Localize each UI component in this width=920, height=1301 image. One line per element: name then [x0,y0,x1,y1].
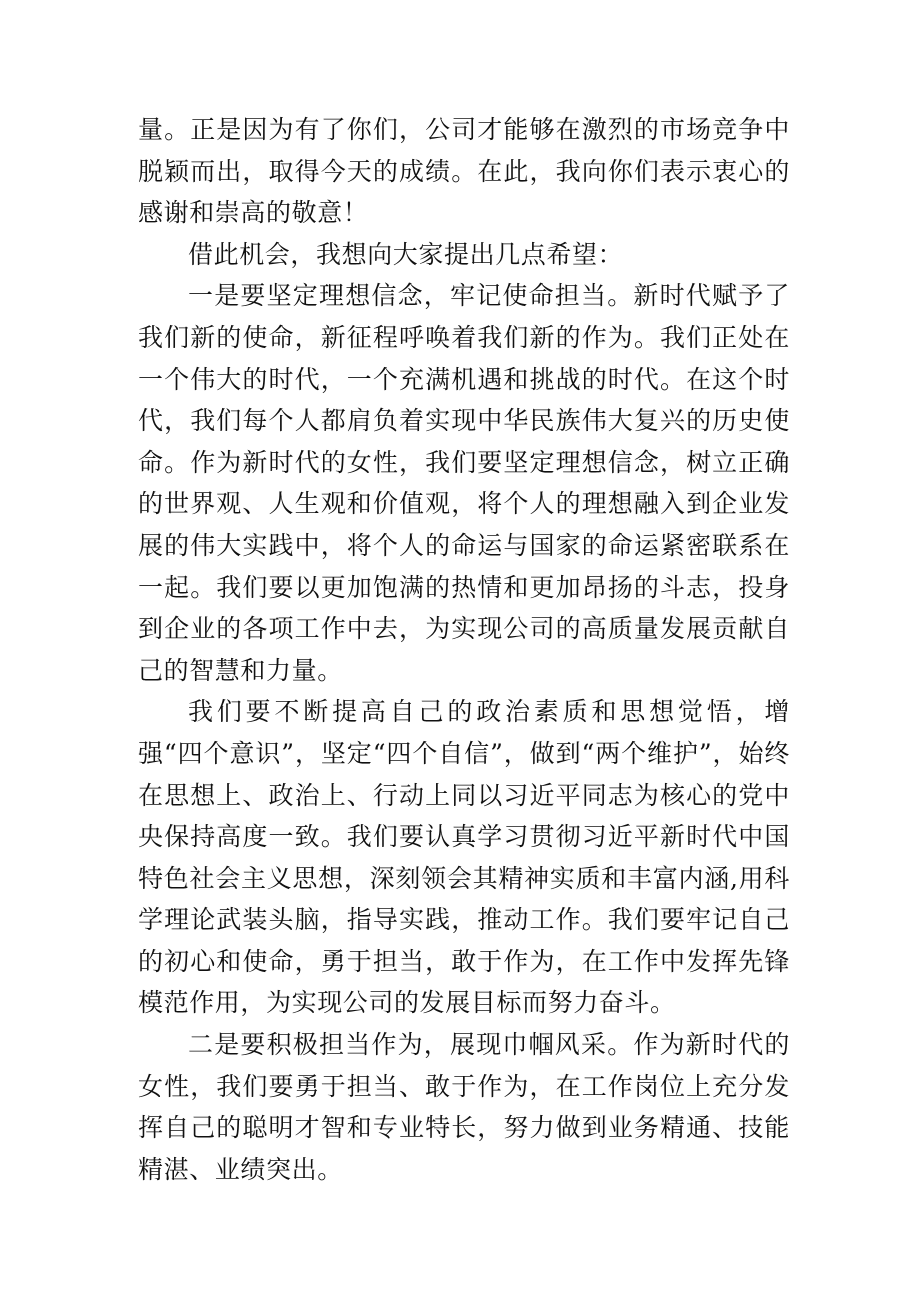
paragraph-4: 我们要不断提高自己的政治素质和思想觉悟，增强“四个意识”，坚定“四个自信”，做到“两个维护”，始终在思想上、政治上、行动上同以习近平同志为核心的党中央保持高度一致。我们要认真学习贯彻习近平新时代中国特色社会主义思想，深刻领会其精神实质和丰富内涵,用科学理论武装头脑，指导实践，推动工作。我们要牢记自己的初心和使命，勇于担当，敢于作为，在工作中发挥先锋模范作用，为实现公司的发展目标而努力奋斗。 [138,697,790,1018]
paragraph-2: 借此机会，我想向大家提出几点希望： [188,239,624,269]
paragraph-1: 量。正是因为有了你们，公司才能够在激烈的市场竞争中脱颖而出，取得今天的成绩。在此，我向你们表示衷心的感谢和崇高的敬意！ [138,115,790,228]
paragraph-3: 一是要坚定理想信念，牢记使命担当。新时代赋予了我们新的使命，新征程呼唤着我们新的作为。我们正处在一个伟大的时代，一个充满机遇和挑战的时代。在这个时代，我们每个人都肩负着实现中华民族伟大复兴的历史使命。作为新时代的女性，我们要坚定理想信念，树立正确的世界观、人生观和价值观，将个人的理想融入到企业发展的伟大实践中，将个人的命运与国家的命运紧密联系在一起。我们要以更加饱满的热情和更加昂扬的斗志，投身到企业的各项工作中去，为实现公司的高质量发展贡献自己的智慧和力量。 [138,281,790,685]
paragraph-5: 二是要积极担当作为，展现巾帼风采。作为新时代的女性，我们要勇于担当、敢于作为，在工作岗位上充分发挥自己的聪明才智和专业特长，努力做到业务精通、技能精湛、业绩突出。 [138,1030,790,1184]
document-body [138,109,790,1190]
